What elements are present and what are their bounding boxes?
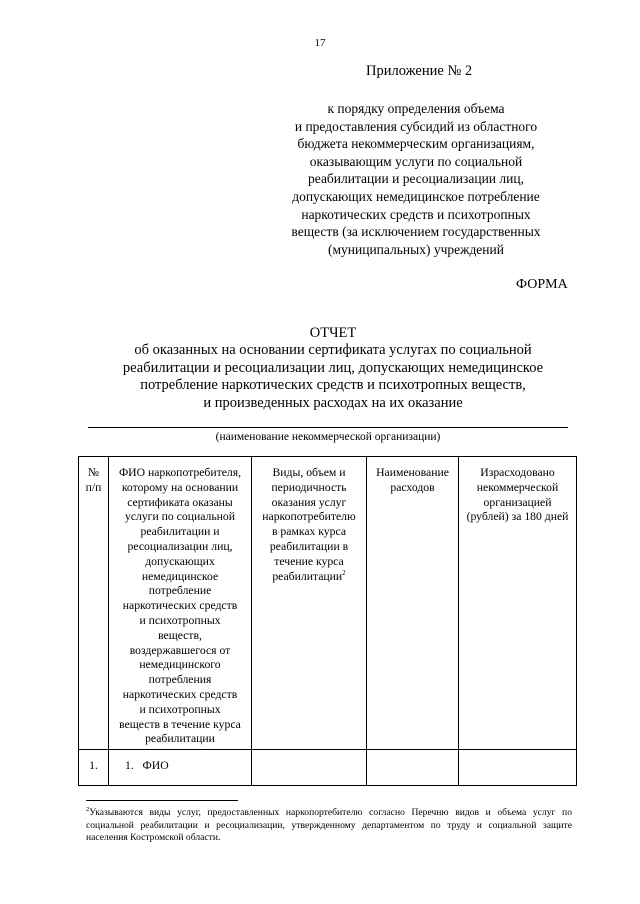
footnote-text: Указываются виды услуг, предоставленных наркопортебителю согласно Перечню видов и объема услуг по социальной реабилитации и ресоциализации, утвержденному департаментом по труду и социальной защите населения Костромской области. bbox=[86, 807, 572, 843]
form-label: ФОРМА bbox=[516, 277, 568, 292]
header-number bbox=[79, 457, 109, 750]
header-line: наркопотребителю bbox=[262, 510, 356, 524]
report-subtitle-line: об оказанных на основании сертификата услугах по социальной bbox=[134, 342, 532, 359]
appendix-title: Приложение № 2 bbox=[366, 63, 473, 79]
header-line: реабилитации и bbox=[140, 525, 220, 539]
header-line: немедицинского bbox=[139, 658, 221, 672]
header-line: ФИО наркопотребителя, bbox=[118, 466, 242, 479]
appendix-subtitle-line: к порядку определения объема bbox=[327, 101, 505, 116]
row-amount-cell bbox=[459, 750, 577, 786]
header-line: немедицинское bbox=[141, 569, 219, 583]
header-line: ресоциализации лиц, bbox=[127, 539, 233, 553]
appendix-subtitle-line: реабилитации и ресоциализации лиц, bbox=[308, 171, 524, 187]
row-number-cell bbox=[79, 750, 109, 786]
footnote-separator bbox=[86, 800, 238, 801]
header-line: которому на основании bbox=[121, 480, 239, 494]
header-expense-name bbox=[367, 457, 459, 750]
appendix-subtitle bbox=[268, 100, 564, 258]
row-expense-name-cell bbox=[367, 750, 459, 786]
header-line: потребления bbox=[148, 673, 212, 687]
footnote-mark: 2 bbox=[86, 806, 90, 813]
report-title: ОТЧЕТ bbox=[309, 325, 357, 341]
organization-caption: (наименование некоммерческой организации) bbox=[215, 431, 441, 443]
footnote-reference: 2 bbox=[342, 568, 346, 577]
header-line: воздержавшегося от bbox=[129, 643, 231, 657]
header-services bbox=[252, 457, 367, 750]
header-line: сертификата оказаны bbox=[127, 495, 233, 509]
header-line: допускающих bbox=[145, 554, 215, 568]
table-row bbox=[79, 750, 577, 786]
header-line: течение курса bbox=[274, 554, 344, 568]
header-line: в рамках курса bbox=[271, 525, 347, 539]
header-line bbox=[255, 570, 363, 585]
row-fio-cell bbox=[109, 750, 252, 786]
header-line: Виды, объем и bbox=[272, 466, 346, 479]
header-line: потребление bbox=[148, 584, 212, 598]
appendix-subtitle-line: веществ (за исключением государственных bbox=[291, 224, 541, 240]
header-line: реабилитации в bbox=[269, 539, 349, 553]
organization-name-line bbox=[88, 427, 568, 428]
header-line: и психотропных bbox=[139, 613, 221, 627]
header-line: веществ в течение курса bbox=[119, 717, 241, 731]
header-line: организацией bbox=[483, 495, 552, 509]
fio-value: ФИО bbox=[142, 759, 169, 773]
header-line: № bbox=[87, 466, 100, 479]
appendix-subtitle-line: наркотических средств и психотропных bbox=[301, 206, 531, 222]
report-table bbox=[78, 456, 577, 786]
report-subtitle-line: реабилитации и ресоциализации лиц, допускающих немедицинское bbox=[122, 359, 544, 376]
page-number: 17 bbox=[314, 37, 326, 49]
header-line: оказания услуг bbox=[271, 495, 347, 509]
header-line: (рублей) за 180 дней bbox=[466, 510, 569, 524]
header-line: веществ, bbox=[158, 628, 202, 642]
header-line-text: реабилитации bbox=[272, 569, 343, 583]
row-number: 1. bbox=[89, 759, 98, 773]
header-line: периодичность bbox=[271, 480, 347, 494]
footnote bbox=[86, 804, 572, 844]
table-header-row bbox=[79, 457, 577, 750]
header-line: услуги по социальной bbox=[124, 510, 236, 524]
appendix-subtitle-line: бюджета некоммерческим организациям, bbox=[297, 136, 535, 152]
fio-index: 1. bbox=[125, 759, 134, 773]
header-line: наркотических средств bbox=[122, 687, 238, 701]
header-amount bbox=[459, 457, 577, 750]
header-line: и психотропных bbox=[139, 702, 221, 716]
appendix-subtitle-line: и предоставления субсидий из областного bbox=[294, 118, 538, 134]
appendix-subtitle-line: оказывающим услуги по социальной bbox=[309, 153, 523, 169]
report-subtitle-line: и произведенных расходах на их оказание bbox=[203, 394, 463, 411]
header-line: Израсходовано bbox=[480, 466, 555, 479]
appendix-subtitle-line: допускающих немедицинское потребление bbox=[292, 188, 540, 204]
header-line: Наименование bbox=[376, 466, 449, 479]
header-fio bbox=[109, 457, 252, 750]
header-line: реабилитации bbox=[145, 732, 215, 746]
header-line: некоммерческой bbox=[476, 480, 559, 494]
row-services-cell bbox=[252, 750, 367, 786]
header-line: расходов bbox=[390, 480, 435, 494]
report-subtitle-line: потребление наркотических средств и психотропных веществ, bbox=[140, 377, 526, 394]
header-line: п/п bbox=[85, 480, 102, 494]
report-heading bbox=[70, 325, 596, 412]
header-line: наркотических средств bbox=[122, 599, 238, 613]
appendix-subtitle-line: (муниципальных) учреждений bbox=[328, 241, 504, 257]
